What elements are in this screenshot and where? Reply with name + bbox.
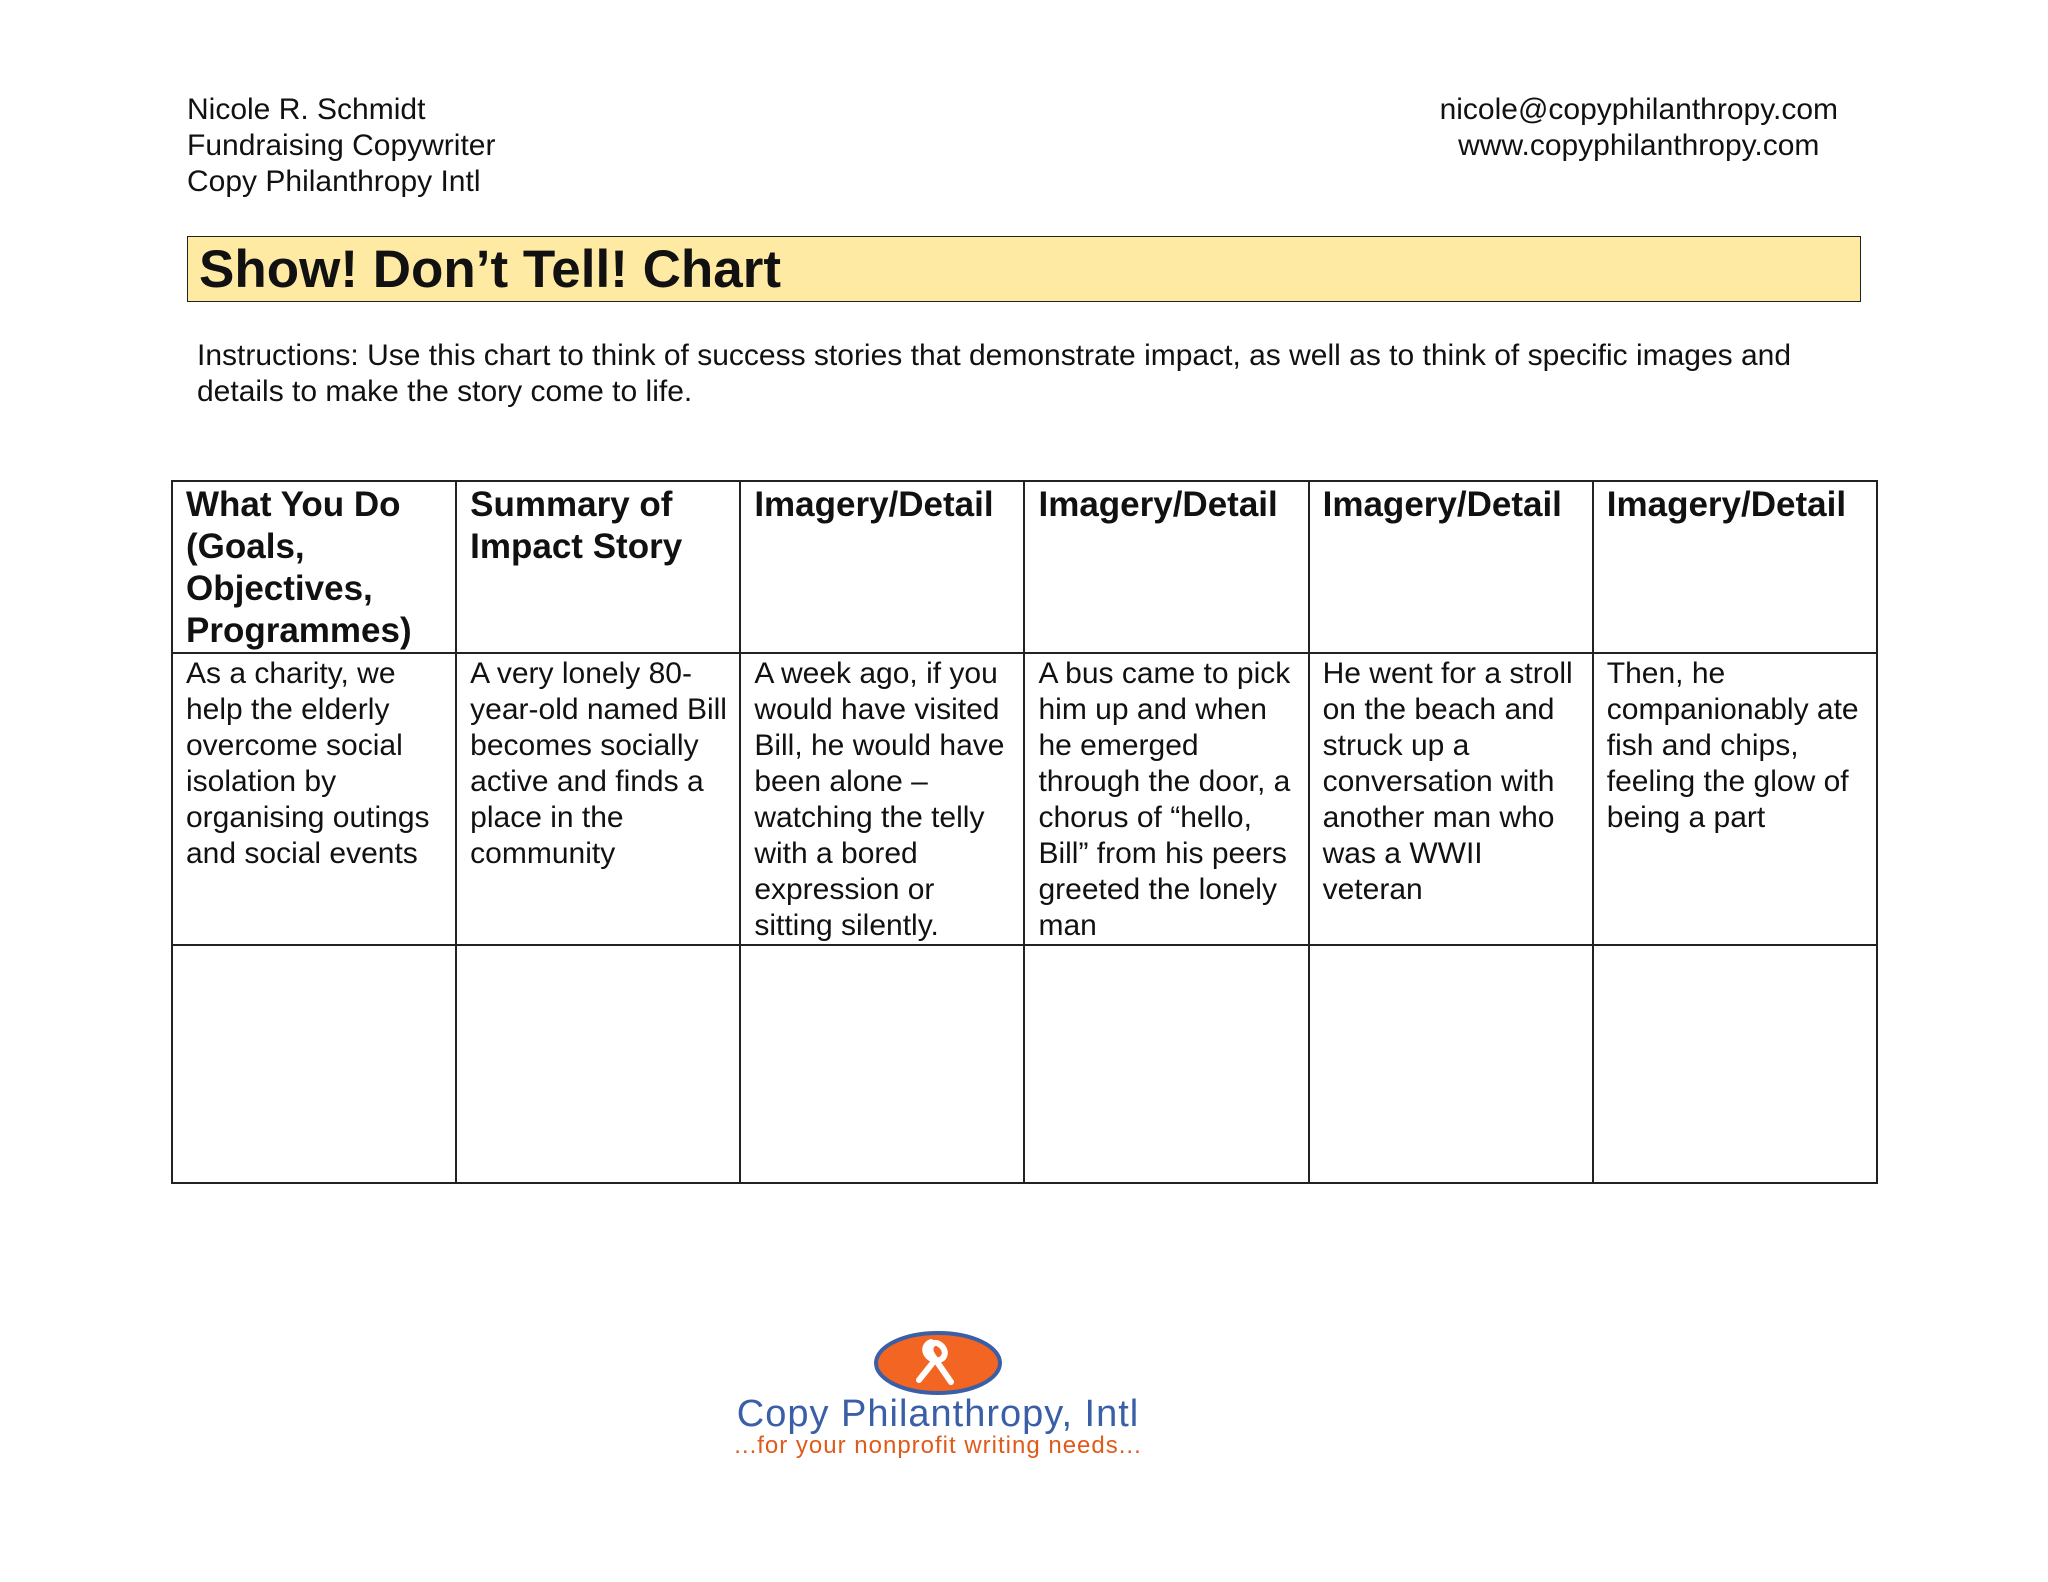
author-info [187,92,495,200]
logo-tagline: ...for your nonprofit writing needs... [734,1432,1142,1459]
table-cell-empty [172,945,456,1183]
header-summary: Summary of Impact Story [456,481,740,653]
table-cell: A week ago, if you would have visited Bill, he would have been alone – watching the telly with a bored expression or sitting silently. [740,653,1024,945]
table-cell-empty [740,945,1024,1183]
instructions-text: Instructions: Use this chart to think of success stories that demonstrate impact, as well as to think of specific images and details to make the story come to life. [197,339,1792,408]
table-cell-empty [456,945,740,1183]
table-cell: He went for a stroll on the beach and struck up a conversation with another man who was a WWII veteran [1309,653,1593,945]
header-imagery-1: Imagery/Detail [740,481,1024,653]
ribbon-icon [873,1330,1003,1396]
contact-website: www.copyphilanthropy.com [1458,129,1820,162]
table-cell: As a charity, we help the elderly overcome social isolation by organising outings and social events [172,653,456,945]
table-cell-empty [1309,945,1593,1183]
table-row-empty [172,945,1877,1183]
author-role: Fundraising Copywriter [187,129,496,162]
author-name: Nicole R. Schmidt [187,93,426,126]
header-imagery-3: Imagery/Detail [1309,481,1593,653]
company-logo [648,1330,1228,1460]
table-cell-empty [1024,945,1308,1183]
table-header-row [172,481,1877,653]
author-company: Copy Philanthropy Intl [187,165,481,198]
header-imagery-4: Imagery/Detail [1593,481,1877,653]
logo-name: Copy Philanthropy, Intl [736,1393,1140,1435]
header-what-you-do: What You Do (Goals, Objectives, Programmes) [172,481,456,653]
table-cell: Then, he companionably ate fish and chips, feeling the glow of being a part [1593,653,1877,945]
table-row [172,653,1877,945]
table-cell: A very lonely 80-year-old named Bill becomes socially active and finds a place in the community [456,653,740,945]
header-imagery-2: Imagery/Detail [1024,481,1308,653]
contact-email: nicole@copyphilanthropy.com [1439,93,1838,126]
page-title: Show! Don’t Tell! Chart [199,240,781,299]
title-banner [187,236,1861,302]
table-cell-empty [1593,945,1877,1183]
contact-info [1440,92,1838,164]
show-dont-tell-table [171,480,1878,1184]
table-cell: A bus came to pick him up and when he emerged through the door, a chorus of “hello, Bill” from his peers greeted the lonely man [1024,653,1308,945]
